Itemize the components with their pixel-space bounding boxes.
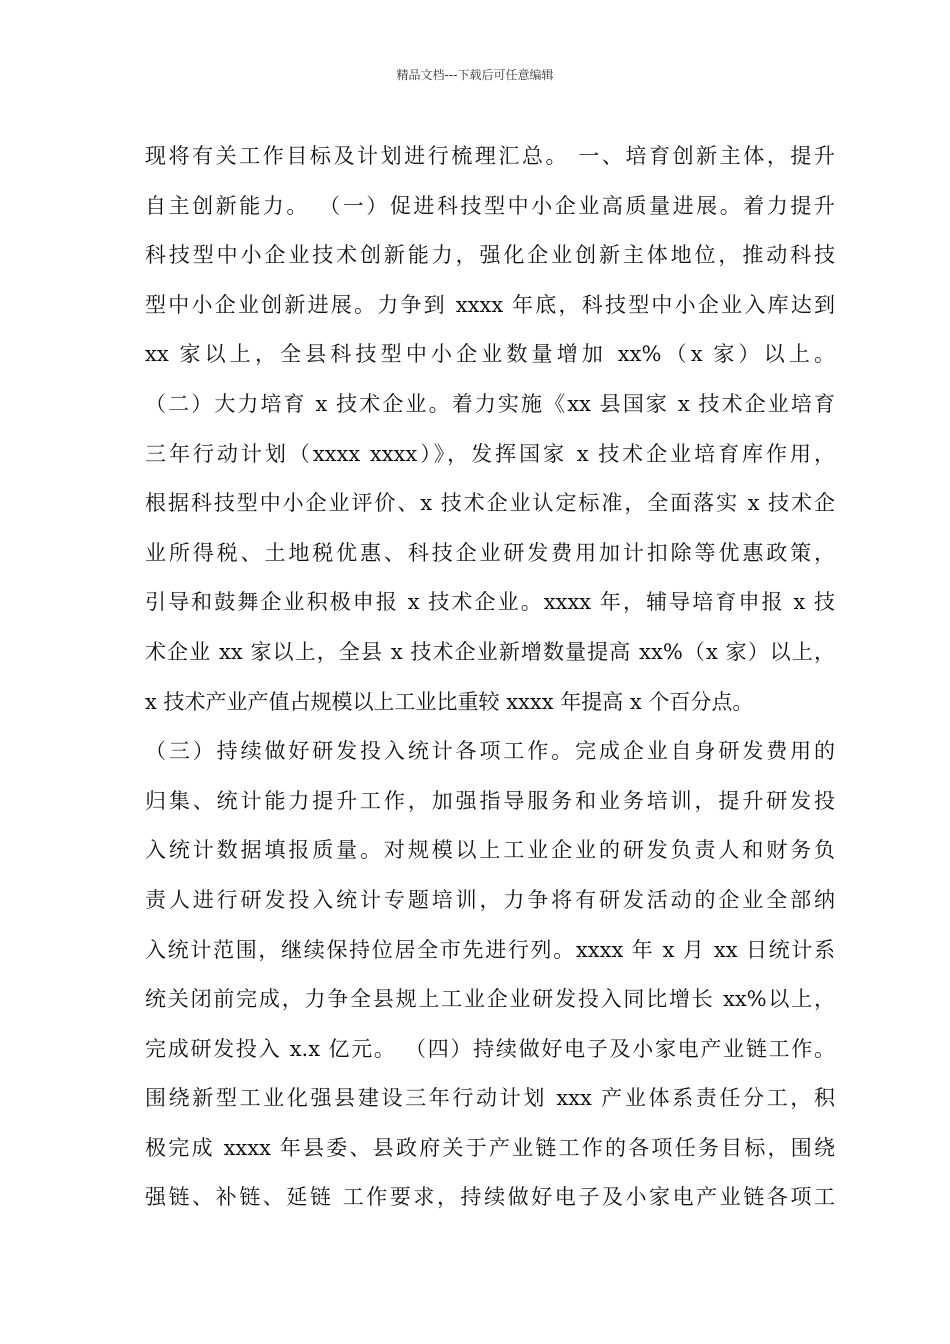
text-line: xx 家以上，全县科技型中小企业数量增加 xx%（x 家）以上。 xyxy=(145,342,835,367)
body-text xyxy=(145,132,835,1223)
text-line: 术企业 xx 家以上，全县 x 技术企业新增数量提高 xx%（x 家）以上， xyxy=(145,639,835,664)
text-line: x 技术产业产值占规模以上工业比重较 xxxx 年提高 x 个百分点。 xyxy=(145,689,754,714)
text-line: （二）大力培育 x 技术企业。着力实施《xx 县国家 x 技术企业培育 xyxy=(145,391,835,416)
text-line: 根据科技型中小企业评价、x 技术企业认定标准，全面落实 x 技术企 xyxy=(145,491,835,516)
page-header: 精品文档---下载后可任意编辑 xyxy=(396,68,554,82)
text-line: 入统计范围，继续保持位居全市先进行列。xxxx 年 x 月 xx 日统计系 xyxy=(145,937,835,962)
text-line: 统关闭前完成，力争全县规上工业企业研发投入同比增长 xx%以上， xyxy=(145,987,835,1012)
text-line: 责人进行研发投入统计专题培训，力争将有研发活动的企业全部纳 xyxy=(145,887,835,912)
text-line: 引导和鼓舞企业积极申报 x 技术企业。xxxx 年，辅导培育申报 x 技 xyxy=(145,590,835,615)
text-line: 围绕新型工业化强县建设三年行动计划 xxx 产业体系责任分工，积 xyxy=(145,1086,835,1111)
text-line: 三年行动计划（xxxx xxxx）》，发挥国家 x 技术企业培育库作用， xyxy=(145,441,835,466)
text-line: 自主创新能力。 （一）促进科技型中小企业高质量进展。着力提升 xyxy=(145,193,835,218)
text-line: 极完成 xxxx 年县委、县政府关于产业链工作的各项任务目标，围绕 xyxy=(145,1135,835,1160)
text-line: 科技型中小企业技术创新能力，强化企业创新主体地位，推动科技 xyxy=(145,243,835,268)
text-line: 归集、统计能力提升工作，加强指导服务和业务培训，提升研发投 xyxy=(145,788,835,813)
text-line: 业所得税、土地税优惠、科技企业研发费用加计扣除等优惠政策， xyxy=(145,540,835,565)
text-line: （三）持续做好研发投入统计各项工作。完成企业自身研发费用的 xyxy=(145,739,835,764)
text-line: 强链、补链、延链 工作要求，持续做好电子及小家电产业链各项工 xyxy=(145,1185,835,1210)
text-line: 现将有关工作目标及计划进行梳理汇总。 一、培育创新主体，提升 xyxy=(145,144,835,168)
text-line: 入统计数据填报质量。对规模以上工业企业的研发负责人和财务负 xyxy=(145,838,835,863)
text-line: 完成研发投入 x.x 亿元。 （四）持续做好电子及小家电产业链工作。 xyxy=(145,1036,835,1061)
text-line: 型中小企业创新进展。力争到 xxxx 年底，科技型中小企业入库达到 xyxy=(145,292,835,317)
